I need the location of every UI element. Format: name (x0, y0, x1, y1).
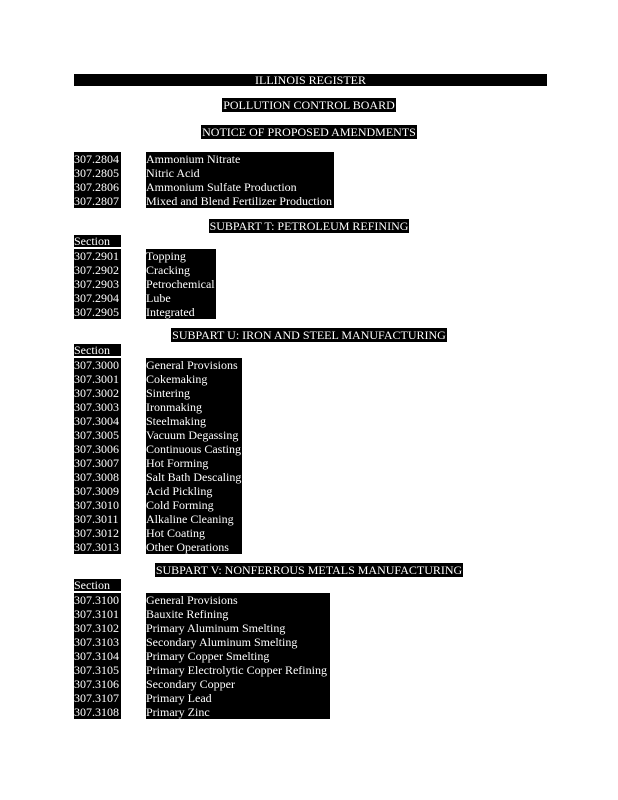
section-name: Acid Pickling (146, 484, 242, 498)
register-title: ILLINOIS REGISTER (255, 73, 366, 87)
section-name: Primary Electrolytic Copper Refining (146, 663, 330, 677)
subpart-t-title: SUBPART T: PETROLEUM REFINING (209, 219, 409, 233)
section-number: 307.3102 (74, 621, 119, 635)
section-name: Cokemaking (146, 372, 242, 386)
section-name: Continuous Casting (146, 442, 242, 456)
section-number: 307.2902 (74, 263, 119, 277)
section-name: Nitric Acid (146, 166, 334, 180)
section-number: 307.3107 (74, 691, 119, 705)
section-number: 307.3000 (74, 358, 119, 372)
section-number: 307.3009 (74, 484, 119, 498)
section-column-label: Section (74, 235, 121, 247)
section-number: 307.3103 (74, 635, 119, 649)
section-number: 307.3105 (74, 663, 119, 677)
section-name: Ironmaking (146, 400, 242, 414)
section-name: Integrated (146, 305, 216, 319)
section-name: Primary Zinc (146, 705, 330, 719)
section-number: 307.3100 (74, 593, 119, 607)
section-column-label: Section (74, 344, 121, 356)
section-name: Primary Copper Smelting (146, 649, 330, 663)
section-number: 307.3004 (74, 414, 119, 428)
section-number: 307.3006 (74, 442, 119, 456)
section-name: Primary Aluminum Smelting (146, 621, 330, 635)
subpart-u-title: SUBPART U: IRON AND STEEL MANUFACTURING (172, 328, 446, 342)
section-number: 307.3013 (74, 540, 119, 554)
section-number: 307.2806 (74, 180, 119, 194)
section-name: Cold Forming (146, 498, 242, 512)
section-name: Secondary Copper (146, 677, 330, 691)
section-number: 307.3005 (74, 428, 119, 442)
section-number: 307.2807 (74, 194, 119, 208)
section-name: Salt Bath Descaling (146, 470, 242, 484)
section-number: 307.3003 (74, 400, 119, 414)
section-name: Primary Lead (146, 691, 330, 705)
section-number: 307.3001 (74, 372, 119, 386)
section-name: Secondary Aluminum Smelting (146, 635, 330, 649)
section-name: General Provisions (146, 358, 242, 372)
section-name: Ammonium Sulfate Production (146, 180, 334, 194)
section-column-label: Section (74, 579, 121, 591)
section-number: 307.3011 (74, 512, 121, 526)
section-name: Steelmaking (146, 414, 242, 428)
section-name: Bauxite Refining (146, 607, 330, 621)
section-number: 307.2903 (74, 277, 119, 291)
section-number: 307.2901 (74, 249, 119, 263)
section-name: Petrochemical (146, 277, 215, 291)
section-name: Alkaline Cleaning (146, 512, 242, 526)
register-header-bar (74, 74, 547, 86)
section-name: Sintering (146, 386, 242, 400)
section-name: Vacuum Degassing (146, 428, 242, 442)
section-number: 307.3104 (74, 649, 119, 663)
section-number: 307.3108 (74, 705, 119, 719)
section-number: 307.2904 (74, 291, 119, 305)
section-number: 307.3012 (74, 526, 119, 540)
section-name: Mixed and Blend Fertilizer Production (146, 194, 334, 208)
section-number: 307.2905 (74, 305, 119, 319)
section-number: 307.3008 (74, 470, 119, 484)
section-number: 307.2804 (74, 152, 119, 166)
section-number: 307.3101 (74, 607, 119, 621)
notice-title: NOTICE OF PROPOSED AMENDMENTS (202, 125, 416, 139)
section-number: 307.3010 (74, 498, 119, 512)
section-name: Ammonium Nitrate (146, 152, 334, 166)
section-name: Topping (146, 249, 216, 263)
section-number: 307.3007 (74, 456, 119, 470)
section-name: Other Operations (146, 540, 242, 554)
board-title: POLLUTION CONTROL BOARD (223, 98, 395, 112)
section-name: Hot Forming (146, 456, 242, 470)
section-name: General Provisions (146, 593, 330, 607)
section-name: Cracking (146, 263, 216, 277)
section-number: 307.3002 (74, 386, 119, 400)
section-name: Lube (146, 291, 216, 305)
section-number: 307.3106 (74, 677, 119, 691)
subpart-v-title: SUBPART V: NONFERROUS METALS MANUFACTURING (155, 563, 463, 577)
section-number: 307.2805 (74, 166, 119, 180)
section-name: Hot Coating (146, 526, 242, 540)
